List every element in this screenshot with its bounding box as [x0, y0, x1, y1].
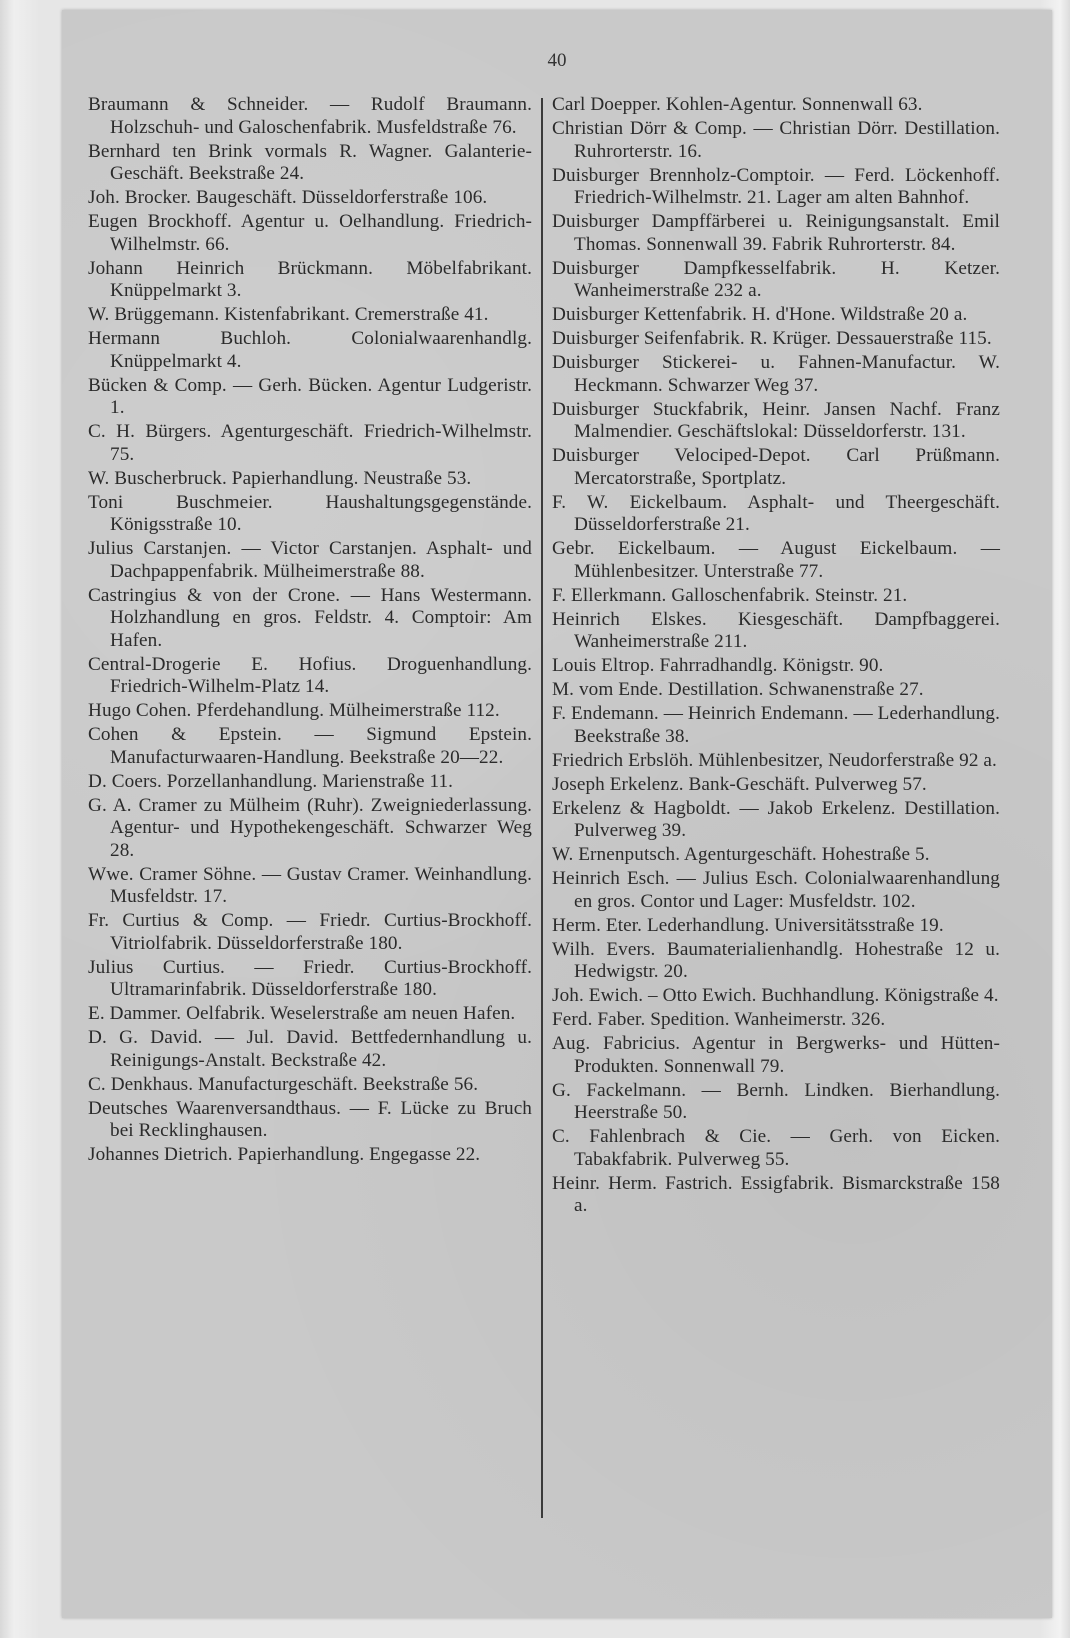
page-number: 40 — [547, 50, 567, 71]
directory-entry: Wwe. Cramer Söhne. — Gustav Cramer. Weinhandlung. Musfeldstr. 17. — [88, 863, 532, 907]
directory-entry: Toni Buschmeier. Haushaltungsgegenstände. Königsstraße 10. — [88, 491, 532, 535]
directory-entry: Herm. Eter. Lederhandlung. Universitätsstraße 19. — [552, 914, 944, 936]
directory-entry: Duisburger Brennholz-Comptoir. — Ferd. Löckenhoff. Friedrich-Wilhelmstr. 21. Lager am alten Bahnhof. — [552, 164, 1000, 208]
column-divider — [541, 98, 543, 1518]
directory-entry: Carl Doepper. Kohlen-Agentur. Sonnenwall 63. — [552, 94, 923, 115]
directory-entry: Bernhard ten Brink vormals R. Wagner. Galanterie-Geschäft. Beekstraße 24. — [88, 140, 532, 184]
directory-entry: Duisburger Dampfkesselfabrik. H. Ketzer. Wanheimerstraße 232 a. — [552, 257, 1000, 301]
directory-entry: G. Fackelmann. — Bernh. Lindken. Bierhandlung. Heerstraße 50. — [552, 1079, 1000, 1123]
left-column — [88, 94, 532, 1168]
directory-entry: Ferd. Faber. Spedition. Wanheimerstr. 326. — [552, 1009, 886, 1030]
directory-entry: W. Brüggemann. Kistenfabrikant. Cremerstraße 41. — [88, 304, 489, 325]
directory-entry: Wilh. Evers. Baumaterialienhandlg. Hohestraße 12 u. Hedwigstr. 20. — [552, 938, 1000, 982]
directory-entry: W. Ernenputsch. Agenturgeschäft. Hohestraße 5. — [552, 844, 930, 865]
directory-entry: D. Coers. Porzellanhandlung. Marienstraße 11. — [88, 770, 454, 792]
directory-entry: Aug. Fabricius. Agentur in Bergwerks- und Hütten-Produkten. Sonnenwall 79. — [552, 1033, 1000, 1077]
directory-entry: Johannes Dietrich. Papierhandlung. Engegasse 22. — [88, 1144, 481, 1165]
document-page — [62, 10, 1052, 1618]
directory-entry: Eugen Brockhoff. Agentur u. Oelhandlung. Friedrich-Wilhelmstr. 66. — [88, 211, 532, 255]
directory-entry: Louis Eltrop. Fahrradhandlg. Königstr. 90. — [552, 655, 884, 676]
directory-entry: Hugo Cohen. Pferdehandlung. Mülheimerstraße 112. — [88, 700, 500, 721]
directory-entry: Heinrich Elskes. Kiesgeschäft. Dampfbaggerei. Wanheimerstraße 211. — [552, 608, 1000, 652]
directory-entry: F. W. Eickelbaum. Asphalt- und Theergeschäft. Düsseldorferstraße 21. — [552, 491, 1000, 535]
directory-entry: Duisburger Dampffärberei u. Reinigungsanstalt. Emil Thomas. Sonnenwall 39. Fabrik Ruhrorterstr. 84. — [552, 211, 1000, 255]
directory-entry: Duisburger Stuckfabrik, Heinr. Jansen Nachf. Franz Malmendier. Geschäftslokal: Düsseldorferstr. 131. — [552, 398, 1000, 442]
directory-entry: M. vom Ende. Destillation. Schwanenstraße 27. — [552, 679, 924, 700]
directory-entry: Deutsches Waarenversandthaus. — F. Lücke zu Bruch bei Recklinghausen. — [88, 1097, 532, 1141]
directory-entry: Joh. Ewich. – Otto Ewich. Buchhandlung. Königstraße 4. — [552, 985, 999, 1006]
directory-entry: C. Denkhaus. Manufacturgeschäft. Beekstraße 56. — [88, 1073, 479, 1095]
directory-entry: G. A. Cramer zu Mülheim (Ruhr). Zweigniederlassung. Agentur- und Hypothekengeschäft. Schwarzer Weg 28. — [88, 794, 532, 861]
directory-entry: Johann Heinrich Brückmann. Möbelfabrikant. Knüppelmarkt 3. — [88, 257, 532, 301]
right-column — [552, 94, 1000, 1219]
directory-entry: Joh. Brocker. Baugeschäft. Düsseldorferstraße 106. — [88, 187, 488, 208]
directory-entry: Braumann & Schneider. — Rudolf Braumann. Holzschuh- und Galoschenfabrik. Musfeldstraße 76. — [88, 94, 532, 138]
directory-entry: Castringius & von der Crone. — Hans Westermann. Holzhandlung en gros. Feldstr. 4. Comptoir: Am Hafen. — [88, 584, 532, 651]
directory-entry: Gebr. Eickelbaum. — August Eickelbaum. — Mühlenbesitzer. Unterstraße 77. — [552, 538, 1000, 582]
directory-entry: Duisburger Velociped-Depot. Carl Prüßmann. Mercatorstraße, Sportplatz. — [552, 445, 1000, 489]
directory-entry: Erkelenz & Hagboldt. — Jakob Erkelenz. Destillation. Pulverweg 39. — [552, 797, 1000, 841]
directory-entry: W. Buscherbruck. Papierhandlung. Neustraße 53. — [88, 467, 472, 489]
directory-entry: E. Dammer. Oelfabrik. Weselerstraße am neuen Hafen. — [88, 1003, 516, 1024]
directory-entry: F. Ellerkmann. Galloschenfabrik. Steinstr. 21. — [552, 584, 908, 606]
directory-entry: Central-Drogerie E. Hofius. Droguenhandlung. Friedrich-Wilhelm-Platz 14. — [88, 653, 532, 697]
directory-entry: Duisburger Kettenfabrik. H. d'Hone. Wildstraße 20 a. — [552, 304, 968, 325]
directory-entry: Hermann Buchloh. Colonialwaarenhandlg. Knüppelmarkt 4. — [88, 328, 532, 372]
directory-entry: Bücken & Comp. — Gerh. Bücken. Agentur Ludgeristr. 1. — [88, 374, 532, 418]
directory-entry: Friedrich Erbslöh. Mühlenbesitzer, Neudorferstraße 92 a. — [552, 749, 997, 771]
directory-entry: Julius Curtius. — Friedr. Curtius-Brockhoff. Ultramarinfabrik. Düsseldorferstraße 180. — [88, 956, 532, 1000]
directory-entry: D. G. David. — Jul. David. Bettfedernhandlung u. Reinigungs-Anstalt. Beckstraße 42. — [88, 1027, 532, 1071]
directory-entry: Cohen & Epstein. — Sigmund Epstein. Manufacturwaaren-Handlung. Beekstraße 20—22. — [88, 724, 532, 768]
directory-entry: Duisburger Stickerei- u. Fahnen-Manufactur. W. Heckmann. Schwarzer Weg 37. — [552, 352, 1000, 396]
directory-entry: Fr. Curtius & Comp. — Friedr. Curtius-Brockhoff. Vitriolfabrik. Düsseldorferstraße 180. — [88, 910, 532, 954]
directory-entry: Christian Dörr & Comp. — Christian Dörr. Destillation. Ruhrorterstr. 16. — [552, 118, 1000, 162]
directory-entry: Julius Carstanjen. — Victor Carstanjen. Asphalt- und Dachpappenfabrik. Mülheimerstraße 88. — [88, 538, 532, 582]
directory-entry: Heinrich Esch. — Julius Esch. Colonialwaarenhandlung en gros. Contor und Lager: Musfeldstr. 102. — [552, 868, 1000, 912]
directory-entry: F. Endemann. — Heinrich Endemann. — Lederhandlung. Beekstraße 38. — [552, 703, 1000, 747]
directory-entry: C. H. Bürgers. Agenturgeschäft. Friedrich-Wilhelmstr. 75. — [88, 421, 532, 465]
directory-entry: C. Fahlenbrach & Cie. — Gerh. von Eicken. Tabakfabrik. Pulverweg 55. — [552, 1126, 1000, 1170]
directory-entry: Joseph Erkelenz. Bank-Geschäft. Pulverweg 57. — [552, 773, 927, 795]
directory-entry: Duisburger Seifenfabrik. R. Krüger. Dessauerstraße 115. — [552, 328, 992, 349]
directory-entry: Heinr. Herm. Fastrich. Essigfabrik. Bismarckstraße 158 a. — [552, 1172, 1000, 1216]
